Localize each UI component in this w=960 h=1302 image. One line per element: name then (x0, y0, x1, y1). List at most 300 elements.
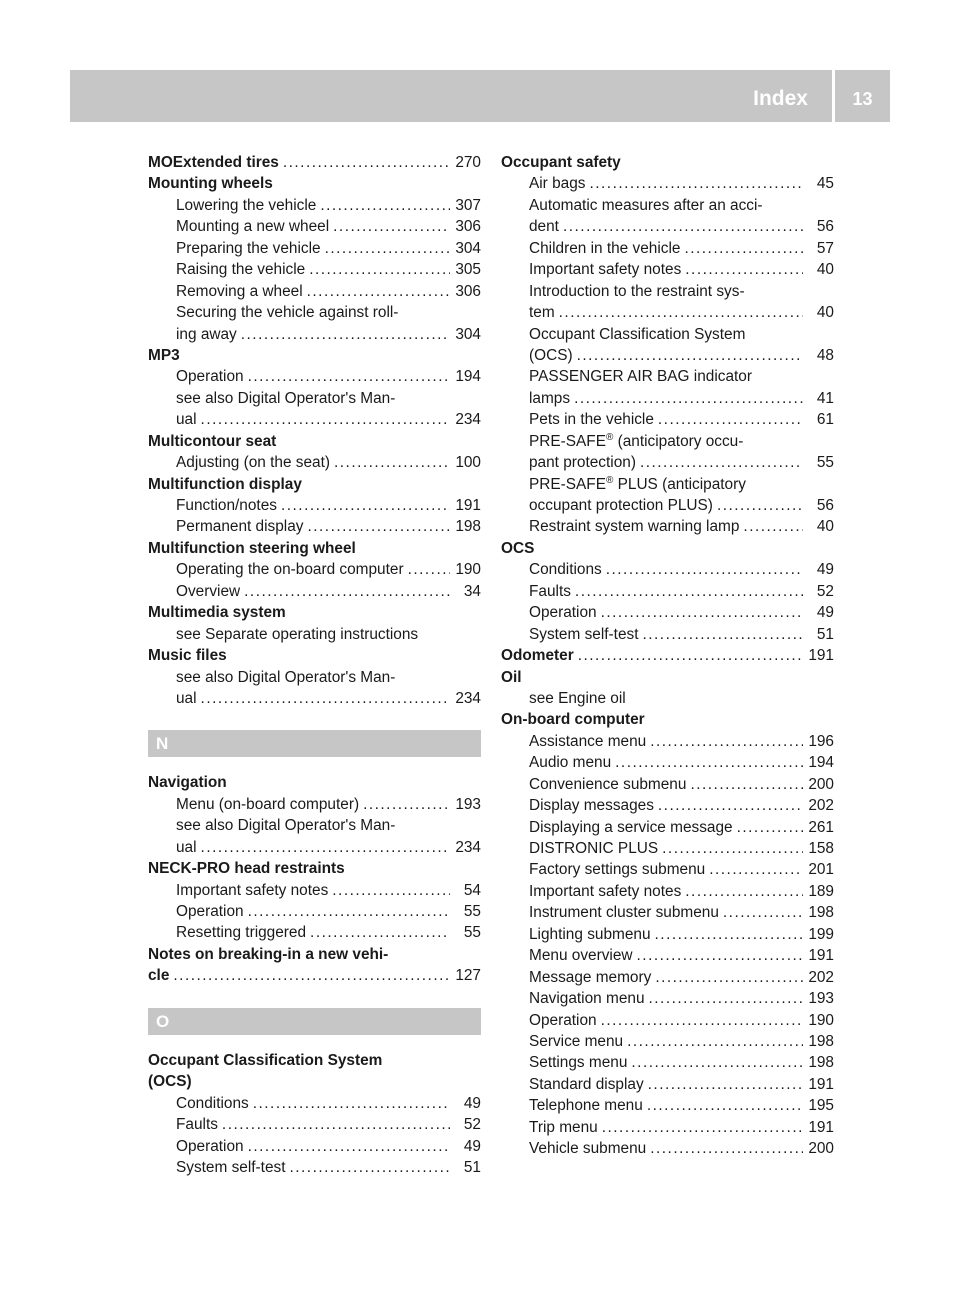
page-reference[interactable]: 201 (808, 861, 834, 879)
subentry-text (176, 880, 328, 901)
entry-text: Important safety notes (529, 261, 682, 279)
index-subentry[interactable] (148, 922, 481, 943)
index-entry[interactable] (148, 152, 481, 173)
entry-text: dent (529, 218, 559, 236)
index-subentry[interactable] (148, 238, 481, 259)
page-reference[interactable]: 57 (816, 239, 834, 257)
entry-text: Message memory (529, 968, 652, 986)
page-reference[interactable]: 48 (816, 346, 834, 364)
index-subentry[interactable] (501, 259, 834, 280)
page-reference[interactable]: 191 (455, 497, 481, 514)
page-reference[interactable]: 100 (455, 454, 481, 472)
page-reference[interactable]: 49 (463, 1137, 481, 1155)
index-subentry[interactable] (148, 581, 481, 602)
index-subentry[interactable] (501, 452, 834, 473)
entry-text: Oil (501, 668, 522, 686)
subentry-text (176, 302, 398, 323)
entry-text: (OCS) (148, 1073, 192, 1091)
entry-term (148, 772, 227, 793)
entry-text: Conditions (176, 1094, 249, 1112)
entry-text: Operating the on-board computer (176, 561, 404, 579)
entry-text: Convenience submenu (529, 775, 687, 793)
entry-text: lamps (529, 389, 571, 407)
page-reference[interactable]: 189 (808, 882, 834, 900)
index-subentry[interactable] (501, 1117, 834, 1138)
page-reference[interactable]: 200 (808, 1140, 834, 1158)
entry-text: Permanent display (176, 518, 304, 536)
leader-dots (627, 1031, 803, 1052)
page-reference[interactable]: 49 (463, 1094, 481, 1112)
index-subentry[interactable] (501, 902, 834, 923)
index-subentry[interactable] (148, 559, 481, 580)
entry-text: Displaying a service message (529, 818, 733, 836)
subentry-text (529, 624, 638, 645)
index-subentry[interactable] (148, 195, 481, 216)
page-reference[interactable]: 198 (455, 518, 481, 536)
page-reference[interactable]: 198 (808, 1054, 834, 1072)
entry-text: Music files (148, 647, 227, 665)
subentry-text (176, 837, 197, 858)
page-reference[interactable]: 40 (816, 304, 834, 322)
index-subentry (501, 431, 834, 452)
leader-dots (333, 216, 450, 237)
page-reference[interactable]: 198 (808, 904, 834, 922)
index-subentry[interactable] (501, 945, 834, 966)
subentry-text (176, 815, 395, 836)
page-reference[interactable]: 40 (816, 261, 834, 279)
entry-text: occupant protection PLUS) (529, 497, 713, 514)
entry-term (501, 667, 522, 688)
entry-text: Children in the vehicle (529, 239, 681, 257)
index-subentry[interactable] (501, 302, 834, 323)
index-entry (148, 173, 481, 194)
page-reference[interactable]: 40 (816, 518, 834, 536)
index-subentry[interactable] (148, 281, 481, 302)
page-reference[interactable]: 52 (816, 582, 834, 600)
index-entry (148, 1050, 481, 1071)
index-subentry[interactable] (501, 1074, 834, 1095)
subentry-text (529, 881, 681, 902)
page-reference[interactable]: 34 (463, 582, 481, 600)
leader-dots (578, 645, 803, 666)
index-subentry (501, 195, 834, 216)
index-subentry[interactable] (501, 173, 834, 194)
page-reference[interactable]: 51 (816, 625, 834, 643)
index-subentry[interactable] (148, 794, 481, 815)
leader-dots (307, 516, 450, 537)
entry-text: see also Digital Operator's Man- (176, 817, 396, 835)
subentry-text (529, 1031, 623, 1052)
page-reference[interactable]: 261 (808, 818, 834, 836)
subentry-text (529, 581, 571, 602)
index-subentry[interactable] (501, 388, 834, 409)
index-subentry[interactable] (501, 988, 834, 1009)
entry-term (148, 858, 345, 879)
subentry-text (176, 324, 237, 345)
index-entry (148, 602, 481, 623)
leader-dots (363, 794, 450, 815)
index-subentry[interactable] (148, 837, 481, 858)
entry-text: Occupant Classification System (148, 1051, 383, 1069)
index-subentry[interactable] (501, 881, 834, 902)
entry-text: Restraint system warning lamp (529, 518, 740, 536)
subentry-text (529, 817, 733, 838)
index-column-right (501, 152, 834, 1160)
page-reference[interactable]: 194 (808, 754, 834, 772)
leader-dots (685, 881, 803, 902)
subentry-text (529, 324, 745, 345)
subentry-text (176, 559, 404, 580)
page-title: Index (753, 87, 808, 110)
entry-text: PRE-SAFE (529, 475, 606, 493)
index-subentry[interactable] (501, 581, 834, 602)
page-reference[interactable]: 191 (808, 947, 834, 965)
index-entry (501, 152, 834, 173)
page-reference[interactable]: 55 (463, 903, 481, 920)
index-subentry[interactable] (148, 495, 481, 516)
leader-dots (601, 602, 803, 623)
entry-text: Odometer (501, 647, 574, 665)
entry-text: Automatic measures after an acci- (529, 196, 763, 214)
index-subentry[interactable] (501, 495, 834, 516)
entry-text: DISTRONIC PLUS (529, 840, 659, 857)
leader-dots (575, 581, 803, 602)
subentry-text (176, 495, 277, 516)
entry-text: Assistance menu (529, 732, 647, 750)
subentry-text (176, 366, 244, 387)
index-subentry[interactable] (148, 1157, 481, 1178)
subentry-text (529, 431, 743, 452)
subentry-text (529, 688, 626, 709)
page-reference[interactable]: 49 (816, 561, 834, 579)
index-entry (148, 645, 481, 666)
page-reference[interactable]: 41 (816, 389, 834, 407)
entry-text-after: (anticipatory occu- (613, 432, 744, 450)
entry-text: ual (176, 838, 197, 856)
entry-text: Display messages (529, 797, 654, 815)
leader-dots (602, 1117, 803, 1138)
page-reference[interactable]: 127 (455, 967, 481, 985)
leader-dots (320, 195, 450, 216)
page-reference[interactable]: 56 (816, 497, 834, 514)
subentry-text (529, 1138, 646, 1159)
index-subentry[interactable] (148, 880, 481, 901)
page-reference[interactable]: 193 (455, 795, 481, 813)
subentry-text (176, 922, 306, 943)
entry-text: Adjusting (on the seat) (176, 454, 330, 472)
index-subentry[interactable] (501, 409, 834, 430)
page-reference[interactable]: 234 (455, 411, 481, 429)
page-reference[interactable]: 54 (463, 881, 481, 899)
page-reference[interactable]: 61 (816, 411, 834, 429)
leader-dots (408, 559, 450, 580)
page-reference[interactable]: 194 (455, 368, 481, 386)
page-reference[interactable]: 52 (463, 1116, 481, 1134)
entry-text: Occupant safety (501, 154, 621, 171)
index-subentry[interactable] (148, 452, 481, 473)
page-reference[interactable]: 55 (816, 454, 834, 472)
index-entry (148, 345, 481, 366)
index-subentry[interactable] (148, 1114, 481, 1135)
page-reference[interactable]: 45 (816, 175, 834, 193)
index-subentry[interactable] (501, 795, 834, 816)
page-reference[interactable]: 190 (808, 1011, 834, 1029)
entry-term (148, 152, 279, 173)
leader-dots (248, 366, 450, 387)
entry-term (148, 944, 388, 965)
subentry-text (529, 409, 654, 430)
leader-dots (253, 1093, 450, 1114)
leader-dots (201, 837, 450, 858)
page-reference[interactable]: 270 (455, 154, 481, 171)
subentry-text (176, 281, 303, 302)
index-entry (148, 772, 481, 793)
index-subentry[interactable] (148, 901, 481, 922)
subentry-text (176, 688, 197, 709)
entry-text: Menu (on-board computer) (176, 795, 360, 813)
leader-dots (606, 559, 803, 580)
page-reference[interactable]: 158 (808, 840, 834, 857)
index-entry[interactable] (501, 645, 834, 666)
leader-dots (684, 238, 803, 259)
leader-dots (283, 152, 450, 173)
leader-dots (201, 688, 450, 709)
page-reference[interactable]: 195 (808, 1097, 834, 1115)
index-subentry (148, 388, 481, 409)
page-reference[interactable]: 304 (455, 325, 481, 343)
index-subentry[interactable] (501, 238, 834, 259)
entry-text: Instrument cluster submenu (529, 904, 719, 922)
leader-dots (307, 281, 450, 302)
index-subentry[interactable] (501, 559, 834, 580)
page-reference[interactable]: 198 (808, 1032, 834, 1050)
page-number: 13 (852, 89, 873, 109)
page-reference[interactable]: 56 (816, 218, 834, 236)
subentry-text (176, 516, 303, 537)
subentry-text (529, 173, 585, 194)
entry-text: Resetting triggered (176, 924, 307, 942)
subentry-text (529, 1052, 627, 1073)
entry-term (148, 645, 227, 666)
page-reference[interactable]: 190 (455, 561, 481, 579)
entry-text: Multicontour seat (148, 432, 277, 450)
subentry-text (529, 452, 636, 473)
entry-text: Important safety notes (529, 882, 682, 900)
index-subentry[interactable] (148, 688, 481, 709)
index-subentry (501, 281, 834, 302)
page-reference[interactable]: 55 (463, 924, 481, 942)
registered-mark: ® (605, 431, 614, 443)
index-subentry[interactable] (148, 366, 481, 387)
leader-dots (589, 173, 803, 194)
entry-text: Operation (529, 1011, 597, 1029)
entry-text: Vehicle submenu (529, 1140, 647, 1158)
entry-text: Factory settings submenu (529, 861, 706, 879)
subentry-text (176, 452, 330, 473)
index-subentry[interactable] (501, 602, 834, 623)
entry-term (148, 345, 180, 366)
subentry-text (176, 388, 395, 409)
leader-dots (615, 752, 803, 773)
leader-dots (662, 838, 803, 859)
entry-term (148, 173, 273, 194)
index-subentry[interactable] (148, 259, 481, 280)
index-subentry[interactable] (501, 1031, 834, 1052)
index-entry (148, 431, 481, 452)
subentry-text (176, 195, 316, 216)
entry-text: Introduction to the restraint sys- (529, 282, 745, 300)
registered-mark: ® (605, 474, 614, 486)
index-entry (148, 1071, 481, 1092)
header-band (70, 70, 890, 122)
index-subentry[interactable] (501, 859, 834, 880)
entry-text: Lighting submenu (529, 925, 651, 943)
entry-text: (OCS) (529, 346, 573, 364)
entry-text: Important safety notes (176, 881, 329, 899)
leader-dots (201, 409, 450, 430)
subentry-text (176, 1093, 249, 1114)
index-subentry (501, 324, 834, 345)
index-subentry (148, 815, 481, 836)
page-reference[interactable]: 202 (808, 968, 834, 986)
subentry-text (529, 516, 739, 537)
entry-text: Multimedia system (148, 604, 286, 622)
leader-dots (241, 324, 450, 345)
index-subentry[interactable] (148, 409, 481, 430)
page-reference[interactable]: 202 (808, 797, 834, 815)
page-reference[interactable]: 191 (808, 1075, 834, 1093)
subentry-text (529, 902, 719, 923)
leader-dots (173, 965, 450, 986)
entry-text: Operation (176, 368, 244, 386)
leader-dots (325, 238, 450, 259)
entry-text: Operation (176, 1137, 244, 1155)
leader-dots (649, 988, 804, 1009)
subentry-text (176, 1114, 218, 1135)
index-entry[interactable] (148, 965, 481, 986)
page-reference[interactable]: 234 (455, 689, 481, 707)
subentry-text (529, 495, 713, 516)
subentry-text (529, 366, 752, 387)
index-entry (501, 709, 834, 730)
index-entry (148, 944, 481, 965)
index-subentry[interactable] (148, 1136, 481, 1157)
index-subentry[interactable] (148, 516, 481, 537)
page-reference[interactable]: 49 (816, 604, 834, 622)
subentry-text (529, 774, 686, 795)
subentry-text (529, 388, 570, 409)
entry-text: Faults (529, 582, 571, 600)
page-reference[interactable]: 304 (455, 239, 481, 257)
page-reference[interactable]: 306 (455, 282, 481, 300)
entry-text: Trip menu (529, 1118, 598, 1136)
entry-term (148, 602, 286, 623)
index-subentry (501, 474, 834, 495)
leader-dots (577, 345, 803, 366)
subentry-text (529, 859, 705, 880)
page-reference[interactable]: 191 (808, 1118, 834, 1136)
leader-dots (559, 302, 803, 323)
entry-text: Multifunction steering wheel (148, 539, 356, 557)
entry-text: Operation (529, 604, 597, 622)
index-subentry[interactable] (501, 1138, 834, 1159)
index-subentry[interactable] (501, 216, 834, 237)
entry-text: Service menu (529, 1032, 624, 1050)
index-subentry[interactable] (501, 1010, 834, 1031)
page-reference[interactable]: 51 (463, 1158, 481, 1176)
entry-text-after: PLUS (anticipatory (613, 475, 746, 493)
page-reference[interactable]: 191 (808, 647, 834, 665)
entry-text: Operation (176, 903, 244, 920)
page-reference[interactable]: 234 (455, 838, 481, 856)
leader-dots (648, 1074, 803, 1095)
page-reference[interactable]: 305 (455, 261, 481, 279)
entry-text: see also Digital Operator's Man- (176, 389, 396, 407)
page-reference[interactable]: 199 (808, 925, 834, 943)
entry-text: Raising the vehicle (176, 261, 306, 279)
entry-text: Securing the vehicle against roll- (176, 304, 399, 322)
page-reference[interactable]: 306 (455, 218, 481, 236)
leader-dots (737, 817, 803, 838)
entry-text: Telephone menu (529, 1097, 643, 1115)
index-subentry[interactable] (501, 924, 834, 945)
leader-dots (743, 516, 803, 537)
index-subentry[interactable] (501, 1095, 834, 1116)
index-subentry[interactable] (501, 516, 834, 537)
entry-text: MOExtended tires (148, 154, 279, 171)
page-reference[interactable]: 307 (455, 196, 481, 214)
subentry-text (176, 794, 359, 815)
index-subentry[interactable] (501, 345, 834, 366)
subentry-text (529, 195, 763, 216)
subentry-text (176, 259, 305, 280)
index-subentry[interactable] (148, 216, 481, 237)
leader-dots (334, 452, 450, 473)
index-subentry[interactable] (148, 1093, 481, 1114)
index-subentry[interactable] (501, 624, 834, 645)
entry-text: NECK-PRO head restraints (148, 860, 345, 878)
page-reference[interactable]: 193 (808, 990, 834, 1008)
index-subentry[interactable] (501, 1052, 834, 1073)
entry-text: Removing a wheel (176, 282, 303, 300)
subentry-text (529, 1095, 643, 1116)
leader-dots (248, 1136, 450, 1157)
entry-term (148, 474, 302, 495)
index-subentry[interactable] (501, 817, 834, 838)
leader-dots (222, 1114, 450, 1135)
index-subentry[interactable] (501, 967, 834, 988)
entry-term (501, 709, 645, 730)
leader-dots (309, 259, 450, 280)
index-subentry[interactable] (148, 324, 481, 345)
page-reference[interactable]: 196 (808, 732, 834, 750)
entry-text: Audio menu (529, 754, 612, 772)
index-subentry[interactable] (501, 774, 834, 795)
index-entry (148, 474, 481, 495)
entry-text: System self-test (529, 625, 639, 643)
page-reference[interactable]: 200 (808, 775, 834, 793)
subentry-text (176, 581, 240, 602)
leader-dots (723, 902, 803, 923)
index-subentry[interactable] (501, 838, 834, 859)
entry-text: OCS (501, 539, 535, 557)
entry-text: Conditions (529, 561, 602, 579)
entry-text: pant protection) (529, 454, 636, 472)
leader-dots (563, 216, 803, 237)
index-subentry (148, 667, 481, 688)
index-subentry[interactable] (501, 752, 834, 773)
index-subentry[interactable] (501, 731, 834, 752)
